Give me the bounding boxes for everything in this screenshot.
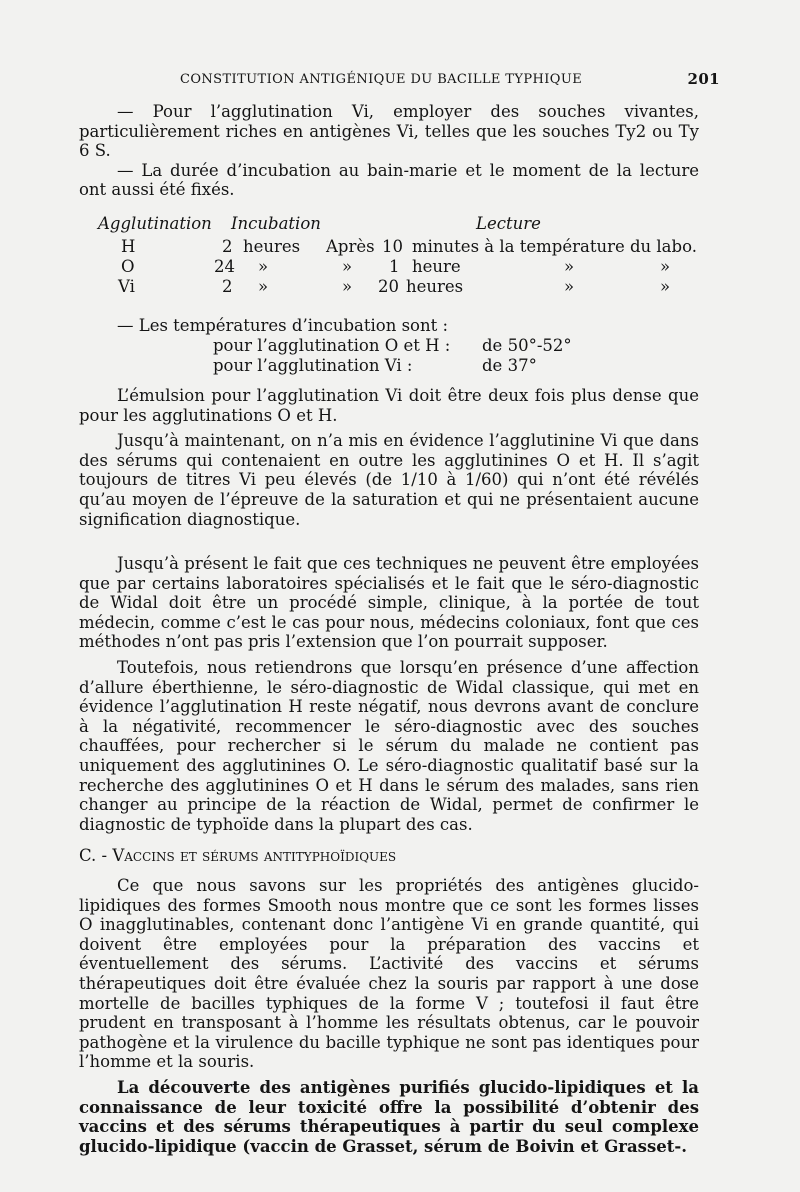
table-cell: heure xyxy=(412,257,461,276)
table-row xyxy=(0,257,800,277)
body-block-2 xyxy=(79,554,699,834)
table-cell: 10 xyxy=(382,237,403,256)
column-header: Incubation xyxy=(231,214,321,233)
table-cell: » xyxy=(660,257,671,276)
paragraph: Jusqu’à maintenant, on n’a mis en évidence l’agglutinine Vi que dans des sérums qui contenaient en outre les agglutinines O et H. Il s’agit toujours de titres Vi peu élevés (de 1/10 à 1/60) qui n’ont été révélés qu’au moyen de l’épreuve de la saturation et qui ne présentaient aucune signification diagnostique. xyxy=(79,431,699,529)
temperature-row xyxy=(0,356,800,376)
temperature-label: pour l’agglutination O et H : xyxy=(213,336,451,355)
temperature-row xyxy=(0,336,800,356)
temperatures-intro-row xyxy=(0,316,800,336)
temperatures-intro: — Les températures d’incubation sont : xyxy=(117,316,449,335)
paragraph: Toutefois, nous retiendrons que lorsqu’en présence d’une affection d’allure éberthienne, le séro-diagnostic de Widal classique, qui met en évidence l’agglutination H reste négatif, nous devrons avant de conclure à la négativité, recommencer le séro-diagnostic avec des souches chauffées, pour rechercher si le sérum du malade ne contient pas uniquement des agglutinines O. Le séro-diagnostic qualitatif basé sur la recherche des agglutinines O et H dans le sérum des malades, sans rien changer au principe de la réaction de Widal, permet de confirmer le diagnostic de typhoïde dans la plupart des cas. xyxy=(79,657,699,834)
section-heading-block xyxy=(79,846,699,866)
table-cell: 1 xyxy=(389,257,400,276)
page-number: 201 xyxy=(687,70,720,88)
temperature-value: de 37° xyxy=(482,356,537,375)
table-cell: » xyxy=(564,277,575,296)
table-cell: » xyxy=(258,257,269,276)
temperature-label: pour l’agglutination Vi : xyxy=(213,356,413,375)
paragraph: Ce que nous savons sur les propriétés des antigènes glucido-lipidiques des formes Smooth nous montre que ce sont les formes lisses O inagglutinables, contenant donc l’antigène Vi en grande quantité, qui doivent être employées pour la préparation des vaccins et éventuellement des sérums. L’activité des vaccins et sérums thérapeutiques doit être évaluée chez la souris par rapport à une dose mortelle de bacilles typhiques de la forme V ; toutefosi il faut être prudent en transposant à l’homme les résultats obtenus, car le pouvoir pathogène et la virulence du bacille typhique ne sont pas identiques pour l’homme et la souris. xyxy=(79,876,699,1072)
paragraph: — La durée d’incubation au bain-marie et le moment de la lecture ont aussi été fixés. xyxy=(79,160,699,200)
table-cell: heures xyxy=(243,237,301,256)
table-cell: heures xyxy=(406,277,464,296)
table-row xyxy=(0,277,800,297)
paragraph: Jusqu’à présent le fait que ces techniques ne peuvent être employées que par certains laboratoires spécialisés et le fait que le séro-diagnostic de Widal doit être un procédé simple, clinique, à la portée de tout médecin, comme c’est le cas pour nous, médecins coloniaux, font que ces méthodes n’ont pas pris l’extension que l’on pourrait supposer. xyxy=(79,554,699,652)
section-body xyxy=(79,876,699,1156)
table-cell: H xyxy=(121,237,136,256)
table-cell: » xyxy=(564,257,575,276)
table-row xyxy=(0,237,800,257)
table-header-row xyxy=(0,214,800,234)
table-cell: » xyxy=(660,277,671,296)
paragraph: — Pour l’agglutination Vi, employer des souches vivantes, particulièrement riches en antigènes Vi, telles que les souches Ty2 ou Ty 6 S. xyxy=(79,102,699,161)
running-title: CONSTITUTION ANTIGÉNIQUE DU BACILLE TYPHIQUE xyxy=(180,72,583,87)
column-header: Lecture xyxy=(476,214,541,233)
table-cell: Vi xyxy=(118,277,135,296)
table-cell: minutes à la température du labo. xyxy=(412,237,697,256)
table-cell: Après xyxy=(326,237,375,256)
paragraph: L’émulsion pour l’agglutination Vi doit être deux fois plus dense que pour les agglutinations O et H. xyxy=(79,386,699,425)
paragraph: La découverte des antigènes purifiés glucido-lipidiques et la connaissance de leur toxicité offre la possibilité d’obtenir des vaccins et des sérums thérapeutiques à partir du seul complexe glucido-lipidique (vaccin de Grasset, sérum de Boivin et Grasset-. xyxy=(79,1077,699,1156)
column-header: Agglutination xyxy=(98,214,212,233)
table-cell: 2 xyxy=(222,237,233,256)
intro-paragraphs xyxy=(79,102,699,200)
table-cell: 20 xyxy=(378,277,399,296)
table-cell: 2 xyxy=(222,277,233,296)
body-block-1 xyxy=(79,386,699,529)
table-cell: » xyxy=(342,277,353,296)
temperature-value: de 50°-52° xyxy=(482,336,572,355)
table-cell: » xyxy=(258,277,269,296)
section-title: C. - Vaccins et sérums antityphoïdiques xyxy=(79,846,397,865)
table-cell: 24 xyxy=(214,257,235,276)
table-cell: » xyxy=(342,257,353,276)
table-cell: O xyxy=(121,257,135,276)
